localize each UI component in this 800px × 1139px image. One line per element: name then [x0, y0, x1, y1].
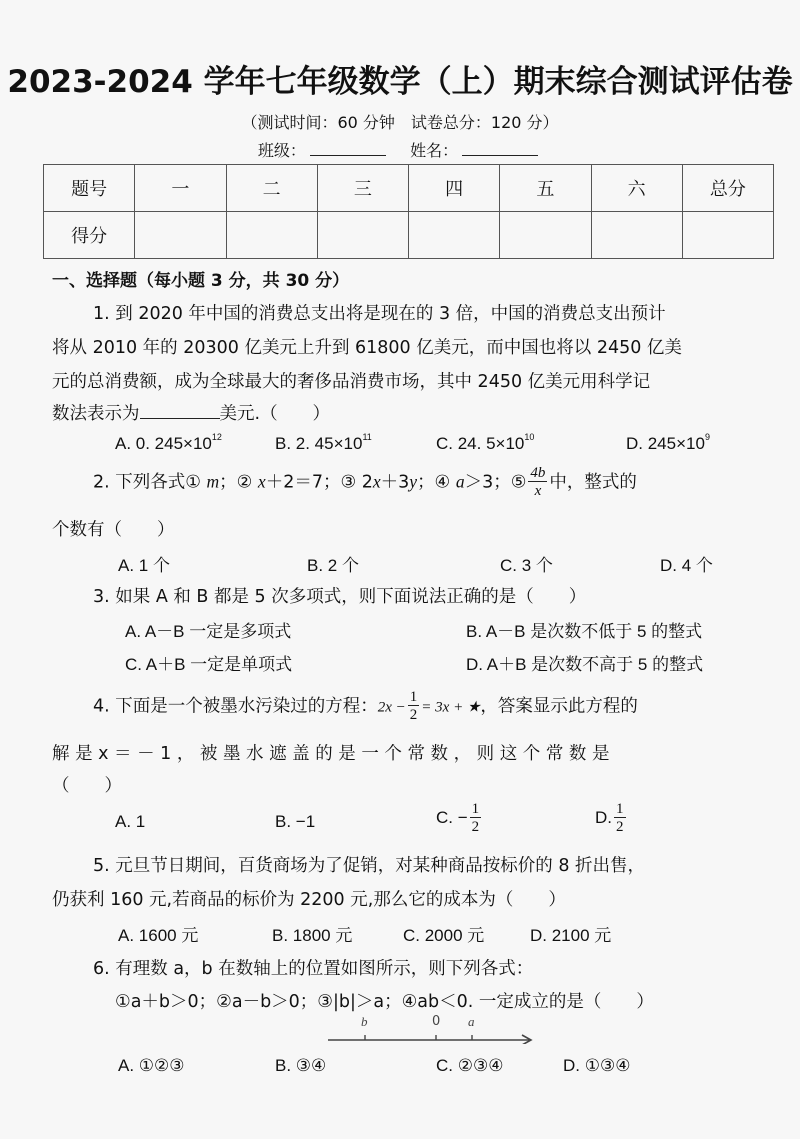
score-input-2[interactable] [226, 212, 317, 259]
cell-question-number: 题号 [44, 165, 135, 212]
q4-option-c[interactable]: C. − $\frac{1}{2}$ [436, 801, 480, 835]
name-label: 姓名： [410, 141, 459, 160]
number-line-label-b: b [361, 1014, 368, 1029]
q4-option-d[interactable]: D. $\frac{1}{2}$ [595, 801, 624, 835]
q6-line2: ①a＋b＞0；②a－b＞0；③|b|＞a；④ab＜0. 一定成立的是（ ） [115, 992, 654, 1012]
score-table-score-row [44, 212, 774, 259]
q1-option-c[interactable]: C. 24. $5\times 10^{10}$ [436, 432, 535, 453]
number-line-figure [320, 1014, 540, 1044]
q1-answer-blank[interactable] [140, 404, 220, 419]
q2-option-b[interactable]: B. 2 个 [307, 556, 359, 575]
cell-part-5: 五 [500, 165, 591, 212]
cell-part-2: 二 [226, 165, 317, 212]
q5-option-c[interactable]: C. 2000 元 [403, 926, 485, 945]
fraction-4b-over-x: $\frac{4b}{x}$ [530, 465, 546, 499]
number-line-label-0: 0 [432, 1014, 441, 1029]
q5-option-d[interactable]: D. 2100 元 [530, 926, 612, 945]
section-heading: 一、选择题（每小题 3 分，共 30 分） [52, 271, 350, 291]
q4-option-a[interactable]: A. 1 [115, 812, 146, 831]
q6-option-d[interactable]: D. ①③④ [563, 1056, 631, 1075]
q2-option-c[interactable]: C. 3 个 [500, 556, 553, 575]
fraction-one-half: $\frac{1}{2}$ [409, 689, 418, 723]
q3-option-d[interactable]: D. A＋B 是次数不高于 5 的整式 [466, 655, 704, 674]
cell-part-3: 三 [317, 165, 408, 212]
q1-line4: 数法表示为 美元.（ ） [52, 404, 331, 424]
q1-option-a[interactable]: A. 0. $245\times 10^{12}$ [115, 432, 222, 453]
q1-line3: 元的总消费额，成为全球最大的奢侈品消费市场，其中 2450 亿美元用科学记 [52, 372, 651, 392]
q5-option-b[interactable]: B. 1800 元 [272, 926, 353, 945]
cell-part-6: 六 [591, 165, 682, 212]
q2-option-a[interactable]: A. 1 个 [118, 556, 170, 575]
exam-title: 2023-2024 学年七年级数学（上）期末综合测试评估卷 [7, 64, 793, 100]
q4-line3: （ ） [52, 776, 122, 796]
q1-line2: 将从 2010 年的 20300 亿美元上升到 61800 亿美元，而中国也将以 2450 亿美 [52, 338, 682, 358]
class-blank[interactable] [310, 141, 386, 156]
q4-stem: 4. 下面是一个被墨水污染过的方程：2x − $\frac{1}{2}$ = 3x + ★，答案显示此方程的 [93, 689, 638, 723]
score-input-total[interactable] [682, 212, 773, 259]
cell-score-label: 得分 [44, 212, 135, 259]
score-input-5[interactable] [500, 212, 591, 259]
q2-line2: 个数有（ ） [52, 520, 175, 540]
score-table [43, 164, 774, 259]
q3-option-a[interactable]: A. A－B 一定是多项式 [125, 622, 292, 641]
q3-stem: 3. 如果 A 和 B 都是 5 次多项式，则下面说法正确的是（ ） [93, 587, 587, 607]
score-input-3[interactable] [317, 212, 408, 259]
cell-part-1: 一 [135, 165, 226, 212]
q4-line2: 解 是 x ＝ － 1 ， 被 墨 水 遮 盖 的 是 一 个 常 数 ， 则 这 个 常 数 是 [52, 744, 610, 764]
class-name-line [0, 138, 800, 161]
q1-option-d[interactable]: D. $245\times 10^9$ [626, 432, 710, 453]
q6-option-a[interactable]: A. ①②③ [118, 1056, 185, 1075]
q5-line1: 5. 元旦节日期间，百货商场为了促销，对某种商品按标价的 8 折出售， [93, 856, 646, 876]
name-blank[interactable] [462, 141, 538, 156]
q5-line2: 仍获利 160 元,若商品的标价为 2200 元,那么它的成本为（ ） [52, 890, 566, 910]
q6-option-c[interactable]: C. ②③④ [436, 1056, 504, 1075]
cell-total: 总分 [682, 165, 773, 212]
score-input-1[interactable] [135, 212, 226, 259]
q2-option-d[interactable]: D. 4 个 [660, 556, 713, 575]
score-table-header-row [44, 165, 774, 212]
q1-option-b[interactable]: B. 2. $45\times 10^{11}$ [275, 432, 372, 453]
q1-line1: 1. 到 2020 年中国的消费总支出将是现在的 3 倍，中国的消费总支出预计 [93, 304, 666, 324]
cell-part-4: 四 [409, 165, 500, 212]
q3-option-b[interactable]: B. A－B 是次数不低于 5 的整式 [466, 622, 703, 641]
number-line-label-a: a [468, 1014, 475, 1029]
class-label: 班级： [257, 141, 306, 160]
score-input-6[interactable] [591, 212, 682, 259]
q3-option-c[interactable]: C. A＋B 一定是单项式 [125, 655, 293, 674]
q6-line1: 6. 有理数 a，b 在数轴上的位置如图所示，则下列各式： [93, 959, 534, 979]
q6-option-b[interactable]: B. ③④ [275, 1056, 327, 1075]
score-input-4[interactable] [409, 212, 500, 259]
q2-stem: 2. 下列各式① m；② x＋2＝7；③ 2x＋3y；④ a＞3；⑤ $\frac{4b}{x}$ 中，整式的 [93, 465, 637, 499]
q4-option-b[interactable]: B. −1 [275, 812, 316, 831]
q5-option-a[interactable]: A. 1600 元 [118, 926, 199, 945]
exam-subtitle: （测试时间：60 分钟 试卷总分：120 分） [241, 113, 559, 132]
